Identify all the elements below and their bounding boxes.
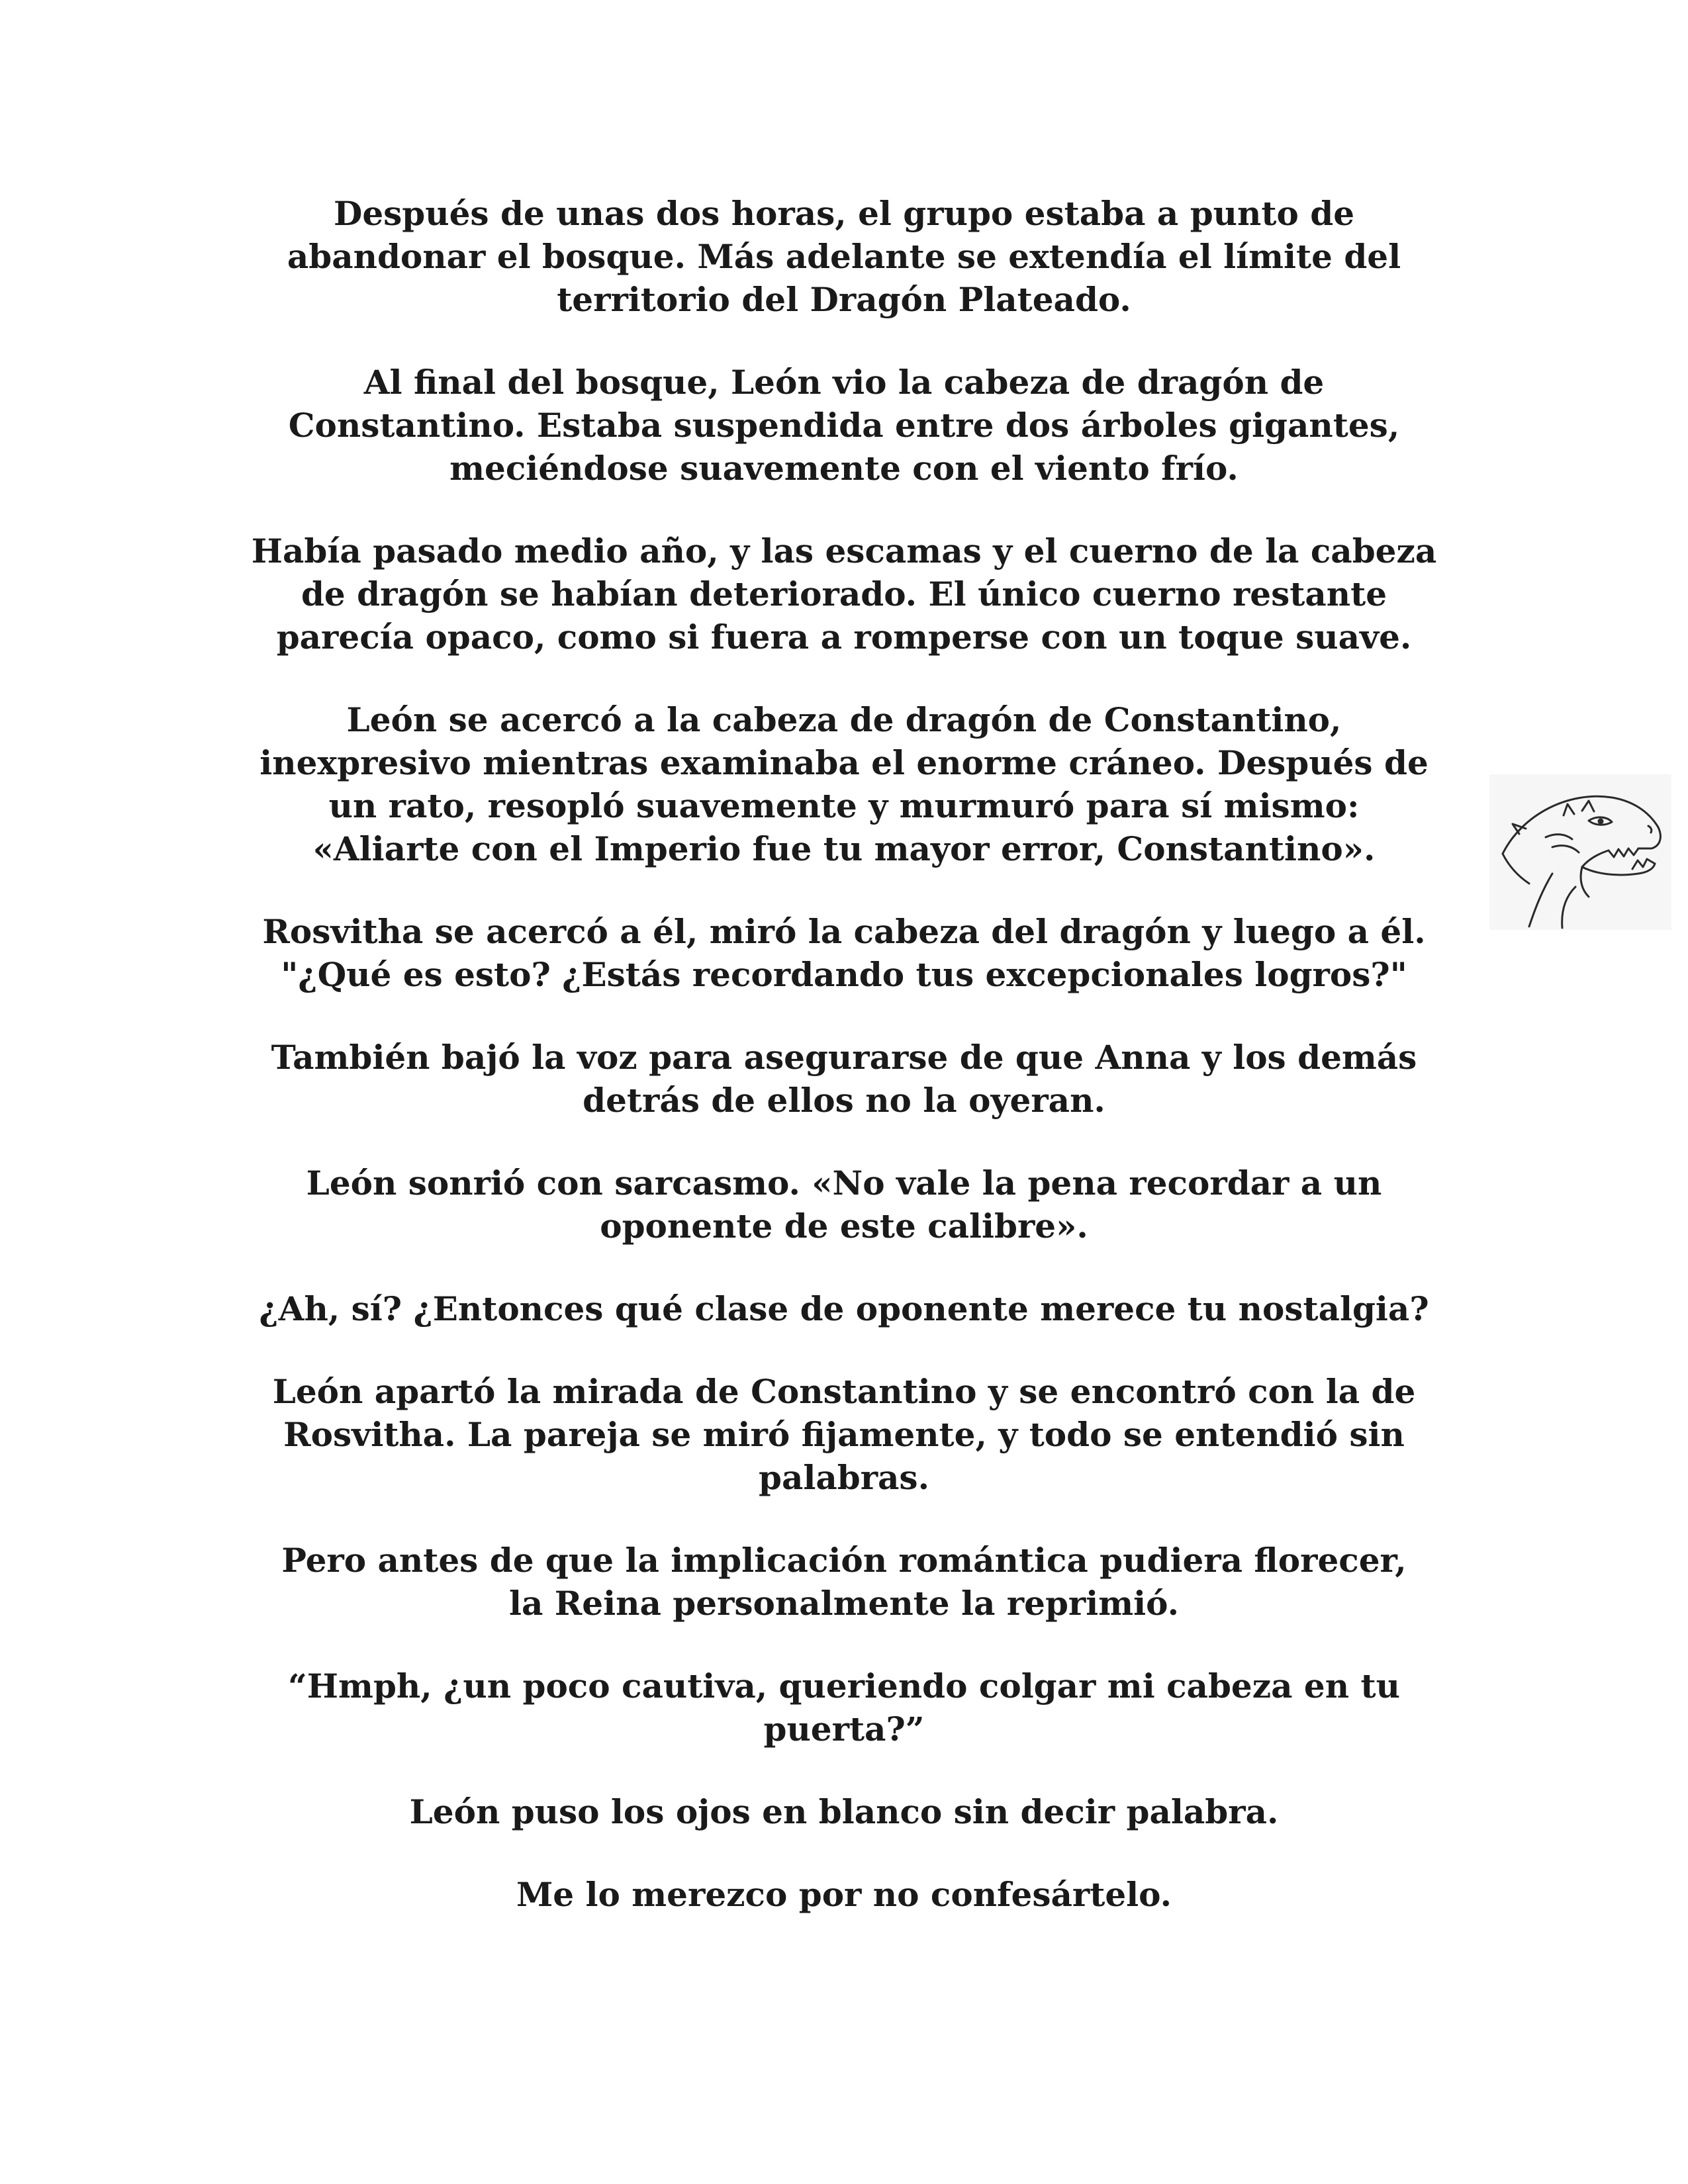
paragraph: “Hmph, ¿un poco cautiva, queriendo colgar mi cabeza en tu puerta?”: [288, 1666, 1400, 1749]
dragon-head-sketch-icon: [1489, 774, 1671, 930]
paragraph: Me lo merezco por no confesártelo.: [516, 1875, 1172, 1914]
paragraph: También bajó la voz para asegurarse de que Anna y los demás detrás de ellos no la oyeran.: [271, 1038, 1417, 1120]
paragraph: Rosvitha se acercó a él, miró la cabeza del dragón y luego a él. "¿Qué es esto? ¿Estás recordando tus excepcionales logros?": [262, 912, 1426, 994]
paragraph: León apartó la mirada de Constantino y se encontró con la de Rosvitha. La pareja se miró fijamente, y todo se entendió sin palabras.: [272, 1372, 1416, 1497]
paragraph: León se acercó a la cabeza de dragón de Constantino, inexpresivo mientras examinaba el enorme cráneo. Después de un rato, resopló suavemente y murmuró para sí mismo: «Aliarte con el Imperio fue tu mayor error, Constantino».: [259, 700, 1429, 868]
paragraph: Pero antes de que la implicación romántica pudiera florecer, la Reina personalmente la reprimió.: [281, 1541, 1407, 1623]
paragraph: Había pasado medio año, y las escamas y el cuerno de la cabeza de dragón se habían deteriorado. El único cuerno restante parecía opaco, como si fuera a romperse con un toque suave.: [251, 531, 1437, 657]
paragraph: León puso los ojos en blanco sin decir palabra.: [409, 1792, 1279, 1831]
story-text: [199, 192, 1489, 1956]
paragraph: Después de unas dos horas, el grupo estaba a punto de abandonar el bosque. Más adelante se extendía el límite del territorio del Dragón Plateado.: [287, 194, 1401, 319]
paragraph: León sonrió con sarcasmo. «No vale la pena recordar a un oponente de este calibre».: [306, 1163, 1382, 1246]
paragraph: Al final del bosque, León vio la cabeza de dragón de Constantino. Estaba suspendida entre dos árboles gigantes, meciéndose suavemente con el viento frío.: [288, 363, 1400, 488]
paragraph: ¿Ah, sí? ¿Entonces qué clase de oponente merece tu nostalgia?: [259, 1289, 1429, 1328]
